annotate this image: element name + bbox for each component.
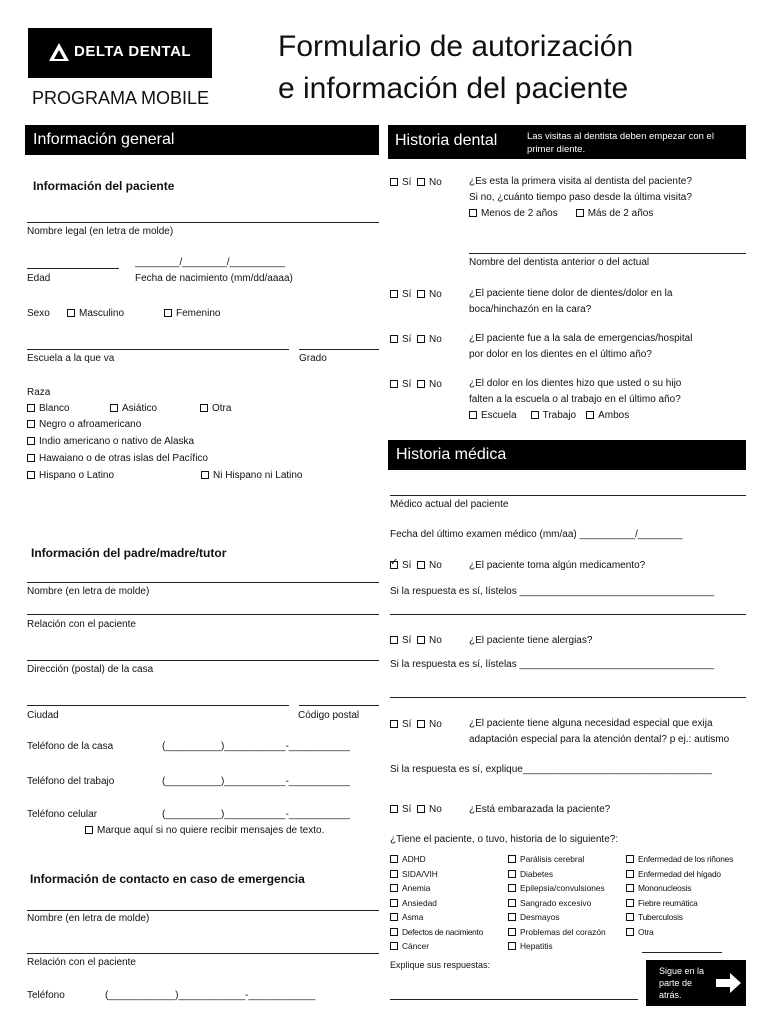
checkbox[interactable] bbox=[417, 805, 425, 813]
checkbox[interactable] bbox=[531, 411, 539, 419]
general-info-title: Información general bbox=[33, 131, 175, 148]
special-yes-no[interactable]: Sí No bbox=[390, 719, 442, 730]
q3-text: ¿El paciente fue a la sala de emergencias/hospital por dolor en los dientes en el último año? bbox=[469, 333, 693, 360]
no-texts-option[interactable]: Marque aquí si no quiere recibir mensajes de texto. bbox=[85, 825, 324, 836]
form-title-2: e información del paciente bbox=[278, 72, 629, 105]
guardian-zip-label: Código postal bbox=[298, 710, 360, 721]
q3-yes-no[interactable]: Sí No bbox=[390, 334, 442, 345]
checkbox[interactable] bbox=[27, 404, 35, 412]
guardian-name-line[interactable] bbox=[27, 582, 379, 583]
checkbox[interactable] bbox=[417, 636, 425, 644]
condition-item[interactable]: SIDA/VIH bbox=[390, 867, 483, 882]
other-condition-line[interactable] bbox=[642, 952, 722, 953]
condition-item[interactable]: Parálisis cerebral bbox=[508, 852, 606, 867]
missed-work[interactable]: Trabajo bbox=[531, 408, 577, 424]
race-asian[interactable]: Asiático bbox=[110, 403, 157, 414]
condition-item[interactable]: Otra bbox=[626, 925, 733, 940]
q2-text: ¿El paciente tiene dolor de dientes/dolor en la boca/hinchazón en la cara? bbox=[469, 288, 673, 315]
allergy-yes-no[interactable]: Sí No bbox=[390, 635, 442, 646]
checkbox[interactable] bbox=[201, 471, 209, 479]
checkbox[interactable] bbox=[417, 380, 425, 388]
checkbox[interactable] bbox=[390, 380, 398, 388]
patient-heading: Información del paciente bbox=[33, 179, 175, 193]
age-line[interactable] bbox=[27, 268, 119, 269]
special-explain-field[interactable]: Si la respuesta es sí, explique__________________________________ bbox=[390, 764, 712, 775]
grade-line[interactable] bbox=[299, 349, 379, 350]
sex-label: Sexo bbox=[27, 308, 50, 319]
guardian-name-label: Nombre (en letra de molde) bbox=[27, 586, 150, 597]
special-question: ¿El paciente tiene alguna necesidad especial que exija adaptación especial para la atención dental? p ej.: autismo bbox=[469, 718, 730, 745]
meds-extra-line[interactable] bbox=[390, 614, 746, 615]
last-exam-field[interactable]: Fecha del último examen médico (mm/aa) __________/________ bbox=[390, 529, 683, 540]
checkbox-checked[interactable] bbox=[390, 561, 398, 569]
checkbox[interactable] bbox=[417, 561, 425, 569]
dob-label: Fecha de nacimiento (mm/dd/aaaa) bbox=[135, 273, 293, 284]
emergency-relation-label: Relación con el paciente bbox=[27, 957, 136, 968]
logo-text: DELTA DENTAL bbox=[74, 43, 192, 60]
checkbox[interactable] bbox=[390, 335, 398, 343]
legal-name-label: Nombre legal (en letra de molde) bbox=[27, 226, 174, 237]
checkbox[interactable] bbox=[586, 411, 594, 419]
emergency-relation-line[interactable] bbox=[27, 953, 379, 954]
condition-item[interactable]: Diabetes bbox=[508, 867, 606, 882]
missed-school[interactable]: Escuela bbox=[469, 408, 517, 424]
doctor-label: Médico actual del paciente bbox=[390, 499, 509, 510]
cell-phone-label: Teléfono celular bbox=[27, 809, 98, 820]
medical-history-bar bbox=[388, 440, 746, 470]
condition-item[interactable]: Anemia bbox=[390, 881, 483, 896]
conditions-col-3 bbox=[626, 852, 733, 939]
checkbox[interactable] bbox=[110, 404, 118, 412]
checkbox[interactable] bbox=[27, 420, 35, 428]
guardian-address-label: Dirección (postal) de la casa bbox=[27, 664, 154, 675]
work-phone-label: Teléfono del trabajo bbox=[27, 776, 115, 787]
emergency-name-line[interactable] bbox=[27, 910, 379, 911]
arrow-right-icon bbox=[716, 972, 742, 994]
race-native[interactable]: Indio americano o nativo de Alaska bbox=[27, 436, 194, 447]
condition-item[interactable]: Epilepsia/convulsiones bbox=[508, 881, 606, 896]
program-name: PROGRAMA MOBILE bbox=[32, 88, 210, 108]
condition-item[interactable]: Problemas del corazón bbox=[508, 925, 606, 940]
checkbox[interactable] bbox=[27, 471, 35, 479]
dentist-name-line[interactable] bbox=[469, 253, 746, 254]
logo bbox=[28, 28, 212, 78]
checkbox[interactable] bbox=[417, 178, 425, 186]
meds-yes-no[interactable]: ✓Sí No bbox=[390, 560, 442, 571]
continue-box bbox=[646, 960, 746, 1006]
race-nonhispanic[interactable]: Ni Hispano ni Latino bbox=[201, 470, 303, 481]
race-hispanic[interactable]: Hispano o Latino bbox=[27, 470, 114, 481]
race-label: Raza bbox=[27, 387, 51, 398]
checkbox[interactable] bbox=[27, 437, 35, 445]
less-2-years[interactable]: Menos de 2 años bbox=[469, 206, 558, 222]
allergy-list-field[interactable]: Si la respuesta es sí, lístelas ___________________________________ bbox=[390, 659, 715, 670]
work-phone-field[interactable]: (__________)___________-___________ bbox=[162, 776, 350, 787]
checkbox[interactable] bbox=[67, 309, 75, 317]
allergy-question: ¿El paciente tiene alergias? bbox=[469, 635, 593, 646]
pregnant-question: ¿Está embarazada la paciente? bbox=[469, 804, 611, 815]
race-black[interactable]: Negro o afroamericano bbox=[27, 419, 141, 430]
general-info-bar bbox=[25, 125, 379, 155]
dentist-name-label: Nombre del dentista anterior o del actual bbox=[469, 257, 650, 268]
missed-both[interactable]: Ambos bbox=[586, 408, 629, 424]
guardian-relation-line[interactable] bbox=[27, 614, 379, 615]
age-label: Edad bbox=[27, 273, 51, 284]
condition-item[interactable]: Sangrado excesivo bbox=[508, 896, 606, 911]
condition-item[interactable]: Ansiedad bbox=[390, 896, 483, 911]
meds-question: ¿El paciente toma algún medicamento? bbox=[469, 560, 646, 571]
checkbox[interactable] bbox=[390, 290, 398, 298]
checkbox[interactable] bbox=[469, 411, 477, 419]
condition-item[interactable]: Defectos de nacimiento bbox=[390, 925, 483, 940]
guardian-relation-label: Relación con el paciente bbox=[27, 619, 136, 630]
checkbox[interactable] bbox=[576, 209, 584, 217]
checkbox[interactable] bbox=[200, 404, 208, 412]
race-white[interactable]: Blanco bbox=[27, 403, 70, 414]
sex-male-option[interactable]: Masculino bbox=[67, 308, 124, 319]
home-phone-field[interactable]: (__________)___________-___________ bbox=[162, 741, 350, 752]
q1-yes-no[interactable]: Sí No bbox=[390, 177, 442, 188]
sex-female-option[interactable]: Femenino bbox=[164, 308, 220, 319]
conditions-col-1 bbox=[390, 852, 483, 954]
emergency-phone-field[interactable]: (____________)____________-____________ bbox=[105, 990, 316, 1001]
grade-label: Grado bbox=[299, 353, 327, 364]
guardian-heading: Información del padre/madre/tutor bbox=[31, 546, 227, 560]
condition-item[interactable]: Desmayos bbox=[508, 910, 606, 925]
emergency-phone-label: Teléfono bbox=[27, 990, 65, 1001]
q4-yes-no[interactable]: Sí No bbox=[390, 379, 442, 390]
condition-item[interactable]: Tuberculosis bbox=[626, 910, 733, 925]
explain-line[interactable] bbox=[390, 999, 638, 1000]
checkbox[interactable] bbox=[417, 290, 425, 298]
doctor-line[interactable] bbox=[390, 495, 746, 496]
form-title-1: Formulario de autorización bbox=[278, 30, 634, 63]
condition-item[interactable]: Asma bbox=[390, 910, 483, 925]
continue-text: Sigue en la parte de atrás. bbox=[659, 966, 705, 1000]
conditions-col-2 bbox=[508, 852, 606, 954]
home-phone-label: Teléfono de la casa bbox=[27, 741, 114, 752]
pregnant-yes-no[interactable]: Sí No bbox=[390, 804, 442, 815]
checkbox[interactable] bbox=[390, 178, 398, 186]
dental-note: Las visitas al dentista deben empezar con el primer diente. bbox=[527, 131, 714, 155]
emergency-heading: Información de contacto en caso de emergencia bbox=[30, 872, 305, 886]
race-other[interactable]: Otra bbox=[200, 403, 231, 414]
condition-item[interactable]: Enfermedad de los riñones bbox=[626, 852, 733, 867]
allergy-extra-line[interactable] bbox=[390, 697, 746, 698]
dental-history-title: Historia dental bbox=[395, 132, 498, 149]
checkbox[interactable] bbox=[85, 826, 93, 834]
more-2-years[interactable]: Más de 2 años bbox=[576, 206, 654, 222]
legal-name-line[interactable] bbox=[27, 222, 379, 223]
checkbox[interactable] bbox=[417, 335, 425, 343]
medical-history-title: Historia médica bbox=[396, 446, 507, 463]
cell-phone-field[interactable]: (__________)___________-___________ bbox=[162, 809, 350, 820]
guardian-city-label: Ciudad bbox=[27, 710, 59, 721]
dob-blank[interactable]: ________/________/__________ bbox=[135, 257, 286, 268]
checkbox[interactable] bbox=[390, 720, 398, 728]
condition-item[interactable]: Cáncer bbox=[390, 939, 483, 954]
condition-item[interactable]: Hepatitis bbox=[508, 939, 606, 954]
q4-text: ¿El dolor en los dientes hizo que usted o su hijo falten a la escuela o al trabajo en el último año? Escuela Trabajo Ambos bbox=[469, 376, 681, 424]
guardian-address-line[interactable] bbox=[27, 660, 379, 661]
meds-list-field[interactable]: Si la respuesta es sí, lístelos ___________________________________ bbox=[390, 586, 715, 597]
history-question: ¿Tiene el paciente, o tuvo, historia de lo siguiente?: bbox=[390, 834, 619, 845]
condition-item[interactable]: Fiebre reumática bbox=[626, 896, 733, 911]
checkbox[interactable] bbox=[469, 209, 477, 217]
dental-history-bar bbox=[388, 125, 746, 159]
school-line[interactable] bbox=[27, 349, 289, 350]
condition-item[interactable]: Mononucleosis bbox=[626, 881, 733, 896]
school-label: Escuela a la que va bbox=[27, 353, 115, 364]
checkbox[interactable] bbox=[164, 309, 172, 317]
emergency-name-label: Nombre (en letra de molde) bbox=[27, 913, 150, 924]
explain-label: Explique sus respuestas: bbox=[390, 960, 491, 970]
checkbox[interactable] bbox=[417, 720, 425, 728]
guardian-city-line[interactable] bbox=[27, 705, 289, 706]
guardian-zip-line[interactable] bbox=[299, 705, 379, 706]
q1-text: ¿Es esta la primera visita al dentista del paciente? Si no, ¿cuánto tiempo paso desde la última visita? Menos de 2 años Más de 2 años bbox=[469, 174, 692, 222]
condition-item[interactable]: ADHD bbox=[390, 852, 483, 867]
q2-yes-no[interactable]: Sí No bbox=[390, 289, 442, 300]
checkbox[interactable] bbox=[390, 805, 398, 813]
condition-item[interactable]: Enfermedad del hígado bbox=[626, 867, 733, 882]
checkbox[interactable] bbox=[27, 454, 35, 462]
race-hawaiian[interactable]: Hawaiano o de otras islas del Pacífico bbox=[27, 453, 208, 464]
delta-triangle-icon bbox=[48, 42, 70, 62]
checkbox[interactable] bbox=[390, 636, 398, 644]
